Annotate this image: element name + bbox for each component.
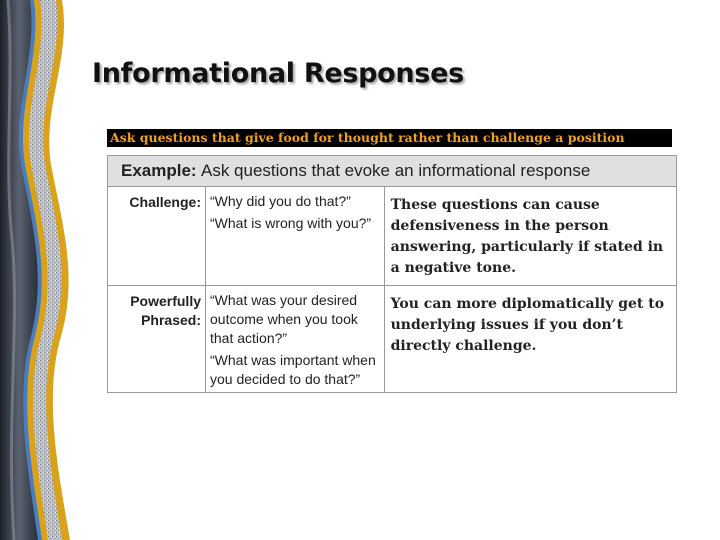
quote-cell: [206, 187, 385, 286]
quote-text: “What was your desired outcome when you took that action?”: [210, 292, 358, 346]
quote-text: “Why did you do that?”: [210, 193, 351, 209]
explanation-cell: These questions can cause defensiveness in the person answering, particularly if stated in a negative tone.: [384, 187, 676, 286]
row-label-line: Phrased:: [141, 312, 201, 328]
row-label-challenge: Challenge:: [108, 187, 206, 286]
side-decoration: [0, 0, 80, 540]
table-row: [108, 187, 677, 286]
example-table: [107, 155, 677, 393]
example-label: Example:: [121, 161, 197, 180]
explanation-cell: You can more diplomatically get to underlying issues if you don’t directly challenge.: [384, 286, 676, 393]
quote-text: “What is wrong with you?”: [210, 215, 372, 231]
slide-title: Informational Responses: [92, 58, 464, 89]
table-header-row: [108, 156, 677, 187]
row-label-powerfully-phrased: [108, 286, 206, 393]
quote-text: “What was important when you decided to do that?”: [210, 352, 376, 387]
example-text: Ask questions that evoke an informational response: [201, 161, 591, 180]
banner-heading: Ask questions that give food for thought rather than challenge a position: [107, 129, 672, 147]
quote-cell: [206, 286, 385, 393]
row-label-line: Powerfully: [130, 293, 201, 309]
table-row: [108, 286, 677, 393]
table-header-cell: [108, 156, 677, 187]
